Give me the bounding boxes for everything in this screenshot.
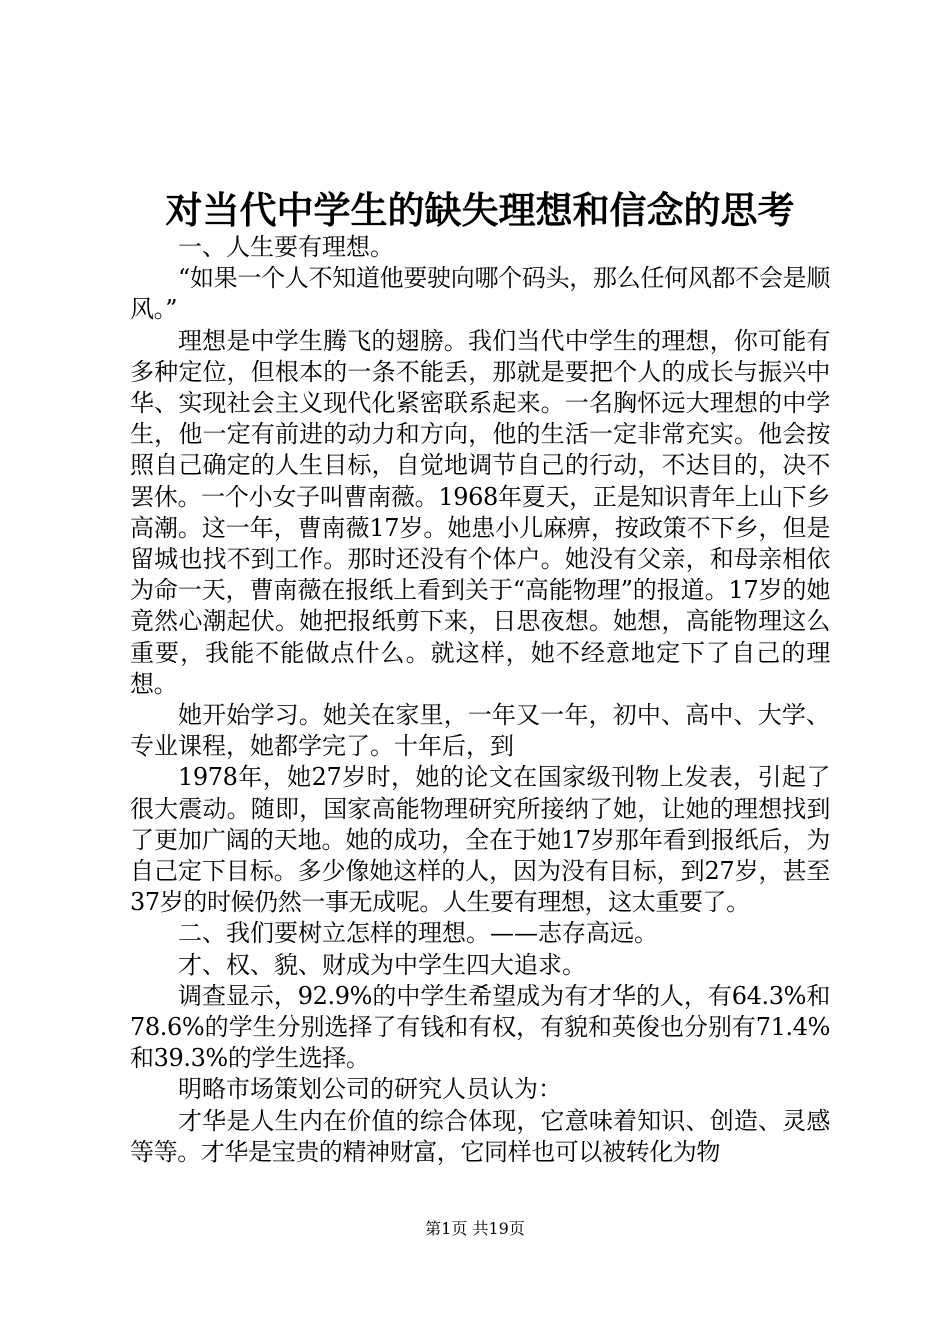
paragraph-heading-1: 一、人生要有理想。 xyxy=(178,233,394,261)
document-body xyxy=(130,232,830,1168)
page-number-total: 共19页 xyxy=(472,1219,525,1238)
page-footer xyxy=(0,1219,950,1239)
paragraph-talent: 才华是人生内在价值的综合体现，它意味着知识、创造、灵感等等。才华是宝贵的精神财富，它同样也可以被转化为物 xyxy=(130,1106,830,1166)
paragraph-1978: 1978年，她27岁时，她的论文在国家级刊物上发表，引起了很大震动。随即，国家高能物理研究所接纳了她，让她的理想找到了更加广阔的天地。她的成功，全在于她17岁那年看到报纸后，为自己定下目标。多少像她这样的人，因为没有目标，到27岁，甚至37岁的时候仍然一事无成呢。人生要有理想，这太重要了。 xyxy=(130,763,830,917)
paragraph-ideal-wings: 理想是中学生腾飞的翅膀。我们当代中学生的理想，你可能有多种定位，但根本的一条不能丢，那就是要把个人的成长与振兴中华、实现社会主义现代化紧密联系起来。一名胸怀远大理想的中学生，他一定有前进的动力和方向，他的生活一定非常充实。他会按照自己确定的人生目标，自觉地调节自己的行动，不达目的，决不罢休。一个小女子叫曹南薇。1968年夏天，正是知识青年上山下乡高潮。这一年，曹南薇17岁。她患小儿麻痹，按政策不下乡，但是留城也找不到工作。那时还没有个体户。她没有父亲，和母亲相依为命一天，曹南薇在报纸上看到关于“高能物理”的报道。17岁的她竟然心潮起伏。她把报纸剪下来，日思夜想。她想，高能物理这么重要，我能不能做点什么。就这样，她不经意地定下了自己的理想。 xyxy=(130,326,830,698)
paragraph-quote: “如果一个人不知道他要驶向哪个码头，那么任何风都不会是顺风。” xyxy=(130,264,830,324)
document-title: 对当代中学生的缺失理想和信念的思考 xyxy=(165,189,795,232)
paragraph-researchers: 明略市场策划公司的研究人员认为： xyxy=(178,1075,562,1104)
paragraph-survey: 调查显示，92.9%的中学生希望成为有才华的人，有64.3%和78.6%的学生分别选择了有钱和有权，有貌和英俊也分别有71.4%和39.3%的学生选择。 xyxy=(130,981,830,1073)
paragraph-four-pursuits: 才、权、貌、财成为中学生四大追求。 xyxy=(178,950,586,979)
page-number-current: 第1页 xyxy=(425,1219,468,1238)
paragraph-heading-2: 二、我们要树立怎样的理想。——志存高远。 xyxy=(178,919,658,948)
paragraph-she-started-learning: 她开始学习。她关在家里，一年又一年，初中、高中、大学、专业课程，她都学完了。十年后，到 xyxy=(130,701,830,761)
